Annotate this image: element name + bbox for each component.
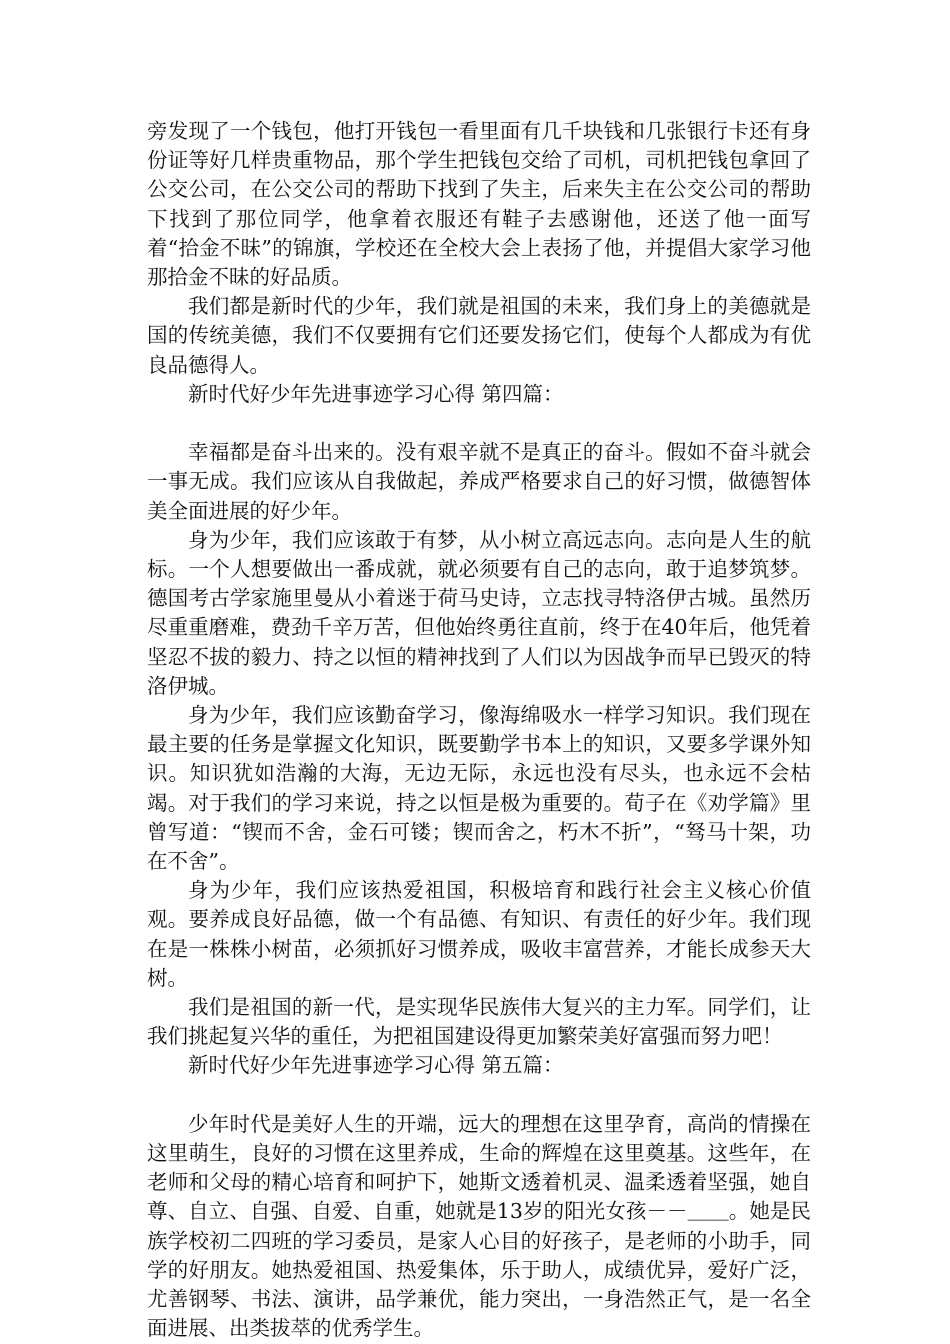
paragraph: 我们是祖国的新一代，是实现华民族伟大复兴的主力军。同学们，让我们挑起复兴华的重任，为把祖国建设得更加繁荣美好富强而努力吧！: [147, 995, 811, 1049]
section-heading-part-5: 新时代好少年先进事迹学习心得 第五篇：: [188, 1053, 564, 1078]
document-body: [147, 117, 811, 1344]
section-heading-part-4: 新时代好少年先进事迹学习心得 第四篇：: [188, 381, 564, 406]
paragraph: 少年时代是美好人生的开端，远大的理想在这里孕育，高尚的情操在这里萌生，良好的习惯在这里养成，生命的辉煌在这里奠基。这些年，在老师和父母的精心培育和呵护下，她斯文透着机灵、温柔透着坚强，她自尊、自立、自强、自爱、自重，她就是13岁的阳光女孩－－＿＿。她是民族学校初二四班的学习委员，是家人心目的好孩子，是老师的小助手，同学的好朋友。她热爱祖国、热爱集体，乐于助人，成绩优异，爱好广泛，尤善钢琴、书法、演讲，品学兼优，能力突出，一身浩然正气，是一名全面进展、出类拔萃的优秀学生。: [147, 1111, 811, 1341]
blank-line: [147, 1081, 811, 1110]
paragraph: 身为少年，我们应该敢于有梦，从小树立高远志向。志向是人生的航标。一个人想要做出一番成就，就必须要有自己的志向，敢于追梦筑梦。德国考古学家施里曼从小着迷于荷马史诗，立志找寻特洛伊古城。虽然历尽重重磨难，费劲千辛万苦，但他始终勇往直前，终于在40年后，他凭着坚忍不拔的毅力、持之以恒的精神找到了人们以为因战争而早已毁灭的特洛伊城。: [147, 527, 811, 698]
paragraph: 身为少年，我们应该勤奋学习，像海绵吸水一样学习知识。我们现在最主要的任务是掌握文化知识，既要勤学书本上的知识，又要多学课外知识。知识犹如浩瀚的大海，无边无际，永远也没有尽头，也永远不会枯竭。对于我们的学习来说，持之以恒是极为重要的。荀子在《劝学篇》里曾写道：“锲而不舍，金石可镂；锲而舍之，朽木不折”，“驽马十架，功在不舍”。: [147, 703, 811, 874]
paragraph: 身为少年，我们应该热爱祖国，积极培育和践行社会主义核心价值观。要养成良好品德，做一个有品德、有知识、有责任的好少年。我们现在是一株株小树苗，必须抓好习惯养成，吸收丰富营养，才能长成参天大树。: [147, 878, 811, 990]
paragraph: 我们都是新时代的少年，我们就是祖国的未来，我们身上的美德就是国的传统美德，我们不仅要拥有它们还要发扬它们，使每个人都成为有优良品德得人。: [147, 294, 811, 377]
paragraph: 幸福都是奋斗出来的。没有艰辛就不是真正的奋斗。假如不奋斗就会一事无成。我们应该从自我做起，养成严格要求自己的好习惯，做德智体美全面进展的好少年。: [147, 440, 811, 523]
blank-line: [147, 409, 811, 438]
paragraph-continued: 旁发现了一个钱包，他打开钱包一看里面有几千块钱和几张银行卡还有身份证等好几样贵重物品，那个学生把钱包交给了司机，司机把钱包拿回了公交公司，在公交公司的帮助下找到了失主，后来失主在公交公司的帮助下找到了那位同学，他拿着衣服还有鞋子去感谢他，还送了他一面写着“拾金不昧”的锦旗，学校还在全校大会上表扬了他，并提倡大家学习他那拾金不昧的好品质。: [147, 119, 811, 290]
